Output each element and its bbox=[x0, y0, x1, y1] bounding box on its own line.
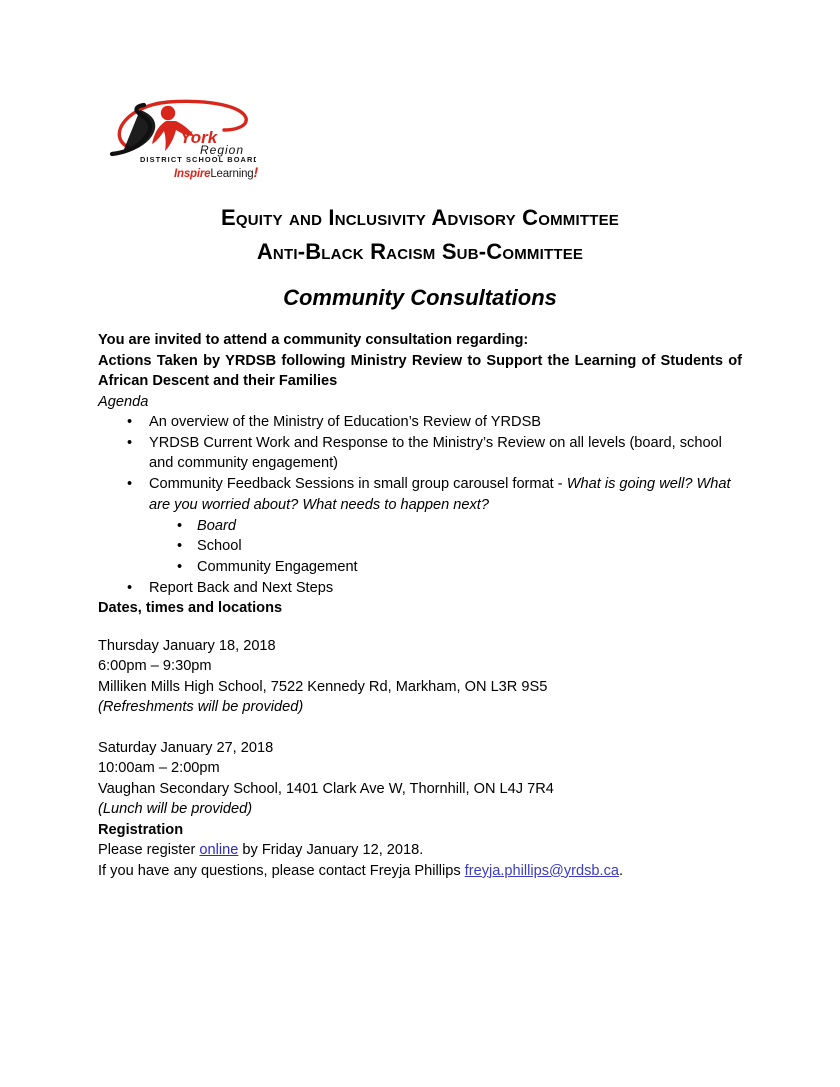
document-body bbox=[98, 330, 742, 881]
registration-instruction bbox=[98, 840, 742, 861]
agenda-item-label: Community Feedback Sessions in small group carousel format - bbox=[149, 476, 567, 493]
agenda-subitem bbox=[149, 516, 742, 537]
agenda-item-question-prompts: What is going well? What are you worried about? What needs to happen next? bbox=[149, 476, 731, 513]
dates-heading: Dates, times and locations bbox=[98, 600, 283, 617]
register-suffix-text: by Friday January 12, 2018. bbox=[238, 842, 424, 859]
bullet-icon: • bbox=[177, 558, 183, 575]
bullet-icon: • bbox=[177, 538, 183, 555]
agenda-list bbox=[98, 412, 742, 598]
event-block bbox=[98, 738, 742, 820]
online-registration-link[interactable]: online bbox=[199, 842, 239, 859]
registration-heading: Registration bbox=[98, 821, 184, 838]
yrdsb-logo-block bbox=[96, 96, 256, 188]
bullet-icon: • bbox=[177, 517, 183, 534]
agenda-item bbox=[98, 578, 742, 599]
document-title-line-1: Equity and Inclusivity Advisory Committee bbox=[220, 205, 620, 230]
contact-instruction bbox=[98, 861, 742, 882]
event-block bbox=[98, 636, 742, 718]
event-time: 10:00am – 2:00pm bbox=[98, 760, 220, 777]
event-date: Saturday January 27, 2018 bbox=[98, 739, 274, 756]
bullet-icon: • bbox=[127, 476, 133, 493]
bullet-icon: • bbox=[127, 414, 133, 430]
event-location: Vaughan Secondary School, 1401 Clark Ave W, Thornhill, ON L4J 7R4 bbox=[98, 780, 554, 797]
agenda-item-label: Report Back and Next Steps bbox=[149, 579, 334, 596]
agenda-subitem-label: Community Engagement bbox=[197, 558, 358, 575]
yrdsb-logo-icon bbox=[96, 96, 256, 164]
agenda-item-label: An overview of the Ministry of Education’s Review of YRDSB bbox=[149, 414, 542, 430]
agenda-subitem-label: Board bbox=[197, 517, 236, 534]
agenda-subitem-label: School bbox=[197, 538, 242, 555]
agenda-label: Agenda bbox=[98, 393, 149, 410]
contact-suffix-text: . bbox=[619, 862, 624, 879]
agenda-subitem bbox=[149, 557, 742, 578]
tagline-exclamation: ! bbox=[253, 164, 258, 180]
actions-heading: Actions Taken by YRDSB following Ministry Review to Support the Learning of Students of African Descent and their Families bbox=[98, 352, 742, 389]
contact-prefix-text: If you have any questions, please contact Freyja Phillips bbox=[98, 862, 465, 879]
document-subtitle: Community Consultations bbox=[283, 285, 557, 310]
event-note: (Refreshments will be provided) bbox=[98, 699, 304, 716]
event-time: 6:00pm – 9:30pm bbox=[98, 658, 212, 675]
tagline-inspire: Inspire bbox=[174, 168, 211, 180]
svg-text:York: York bbox=[180, 128, 218, 147]
agenda-item bbox=[98, 412, 742, 433]
invitation-line: You are invited to attend a community consultation regarding: bbox=[98, 332, 529, 348]
agenda-item-label: YRDSB Current Work and Response to the Ministry’s Review on all levels (board, school and community engagement) bbox=[149, 434, 722, 472]
document-title-line-2: Anti-Black Racism Sub-Committee bbox=[256, 239, 584, 264]
agenda-item bbox=[98, 433, 742, 474]
bullet-icon: • bbox=[127, 434, 133, 451]
inspire-learning-tagline bbox=[174, 164, 258, 180]
bullet-icon: • bbox=[127, 579, 133, 596]
register-prefix-text: Please register bbox=[98, 842, 200, 859]
event-note: (Lunch will be provided) bbox=[98, 801, 253, 818]
agenda-item bbox=[98, 474, 742, 578]
event-location: Milliken Mills High School, 7522 Kennedy Rd, Markham, ON L3R 9S5 bbox=[98, 678, 548, 695]
svg-text:Region: Region bbox=[200, 143, 245, 157]
event-date: Thursday January 18, 2018 bbox=[98, 637, 276, 654]
tagline-learning: Learning bbox=[210, 168, 254, 180]
contact-email-link[interactable]: freyja.phillips@yrdsb.ca bbox=[464, 862, 619, 879]
agenda-sublist bbox=[149, 516, 742, 578]
svg-text:DISTRICT SCHOOL BOARD: DISTRICT SCHOOL BOARD bbox=[140, 155, 256, 164]
agenda-subitem bbox=[149, 536, 742, 557]
